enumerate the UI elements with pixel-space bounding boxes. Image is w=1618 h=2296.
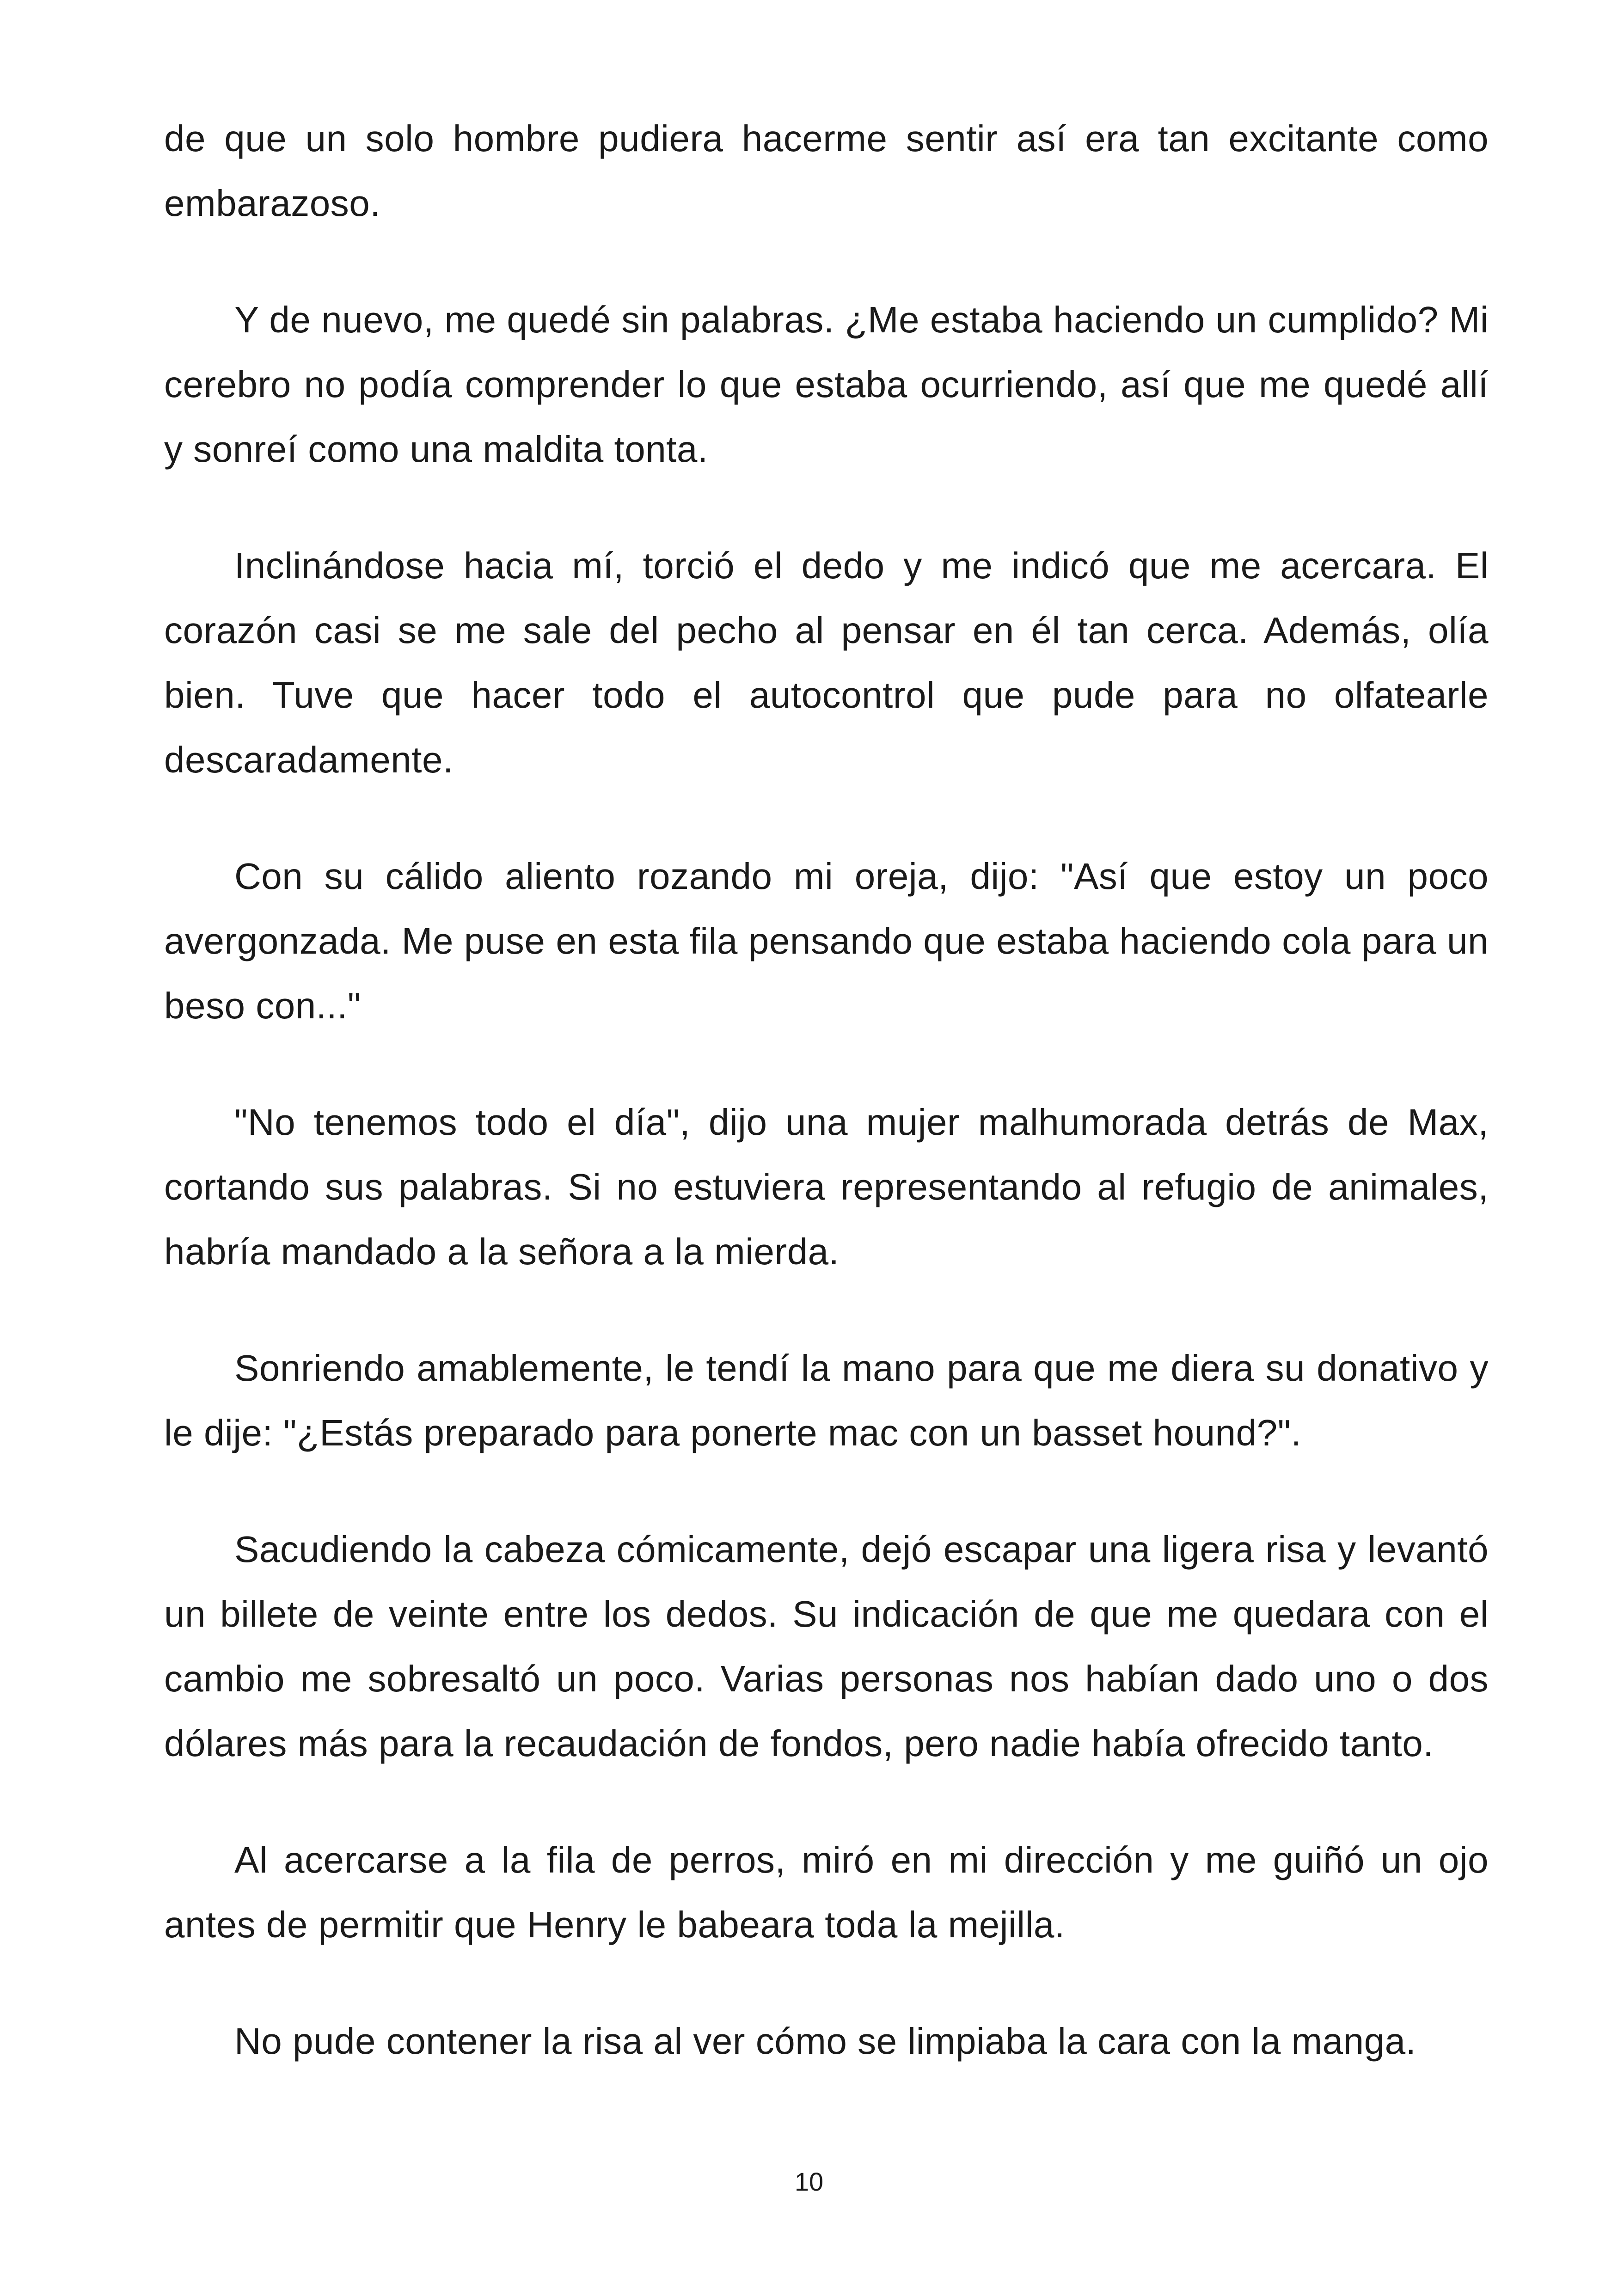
page-body xyxy=(164,106,1489,2125)
paragraph: Al acercarse a la fila de perros, miró en mi dirección y me guiñó un ojo antes de permitir que Henry le babeara toda la mejilla. xyxy=(164,1839,1489,1945)
paragraph: Inclinándose hacia mí, torció el dedo y me indicó que me acercara. El corazón casi se me sale del pecho al pensar en él tan cerca. Además, olía bien. Tuve que hacer todo el autocontrol que pude para no olfatearle descaradamente. xyxy=(164,545,1489,780)
paragraph: Con su cálido aliento rozando mi oreja, dijo: "Así que estoy un poco avergonzada. Me puse en esta fila pensando que estaba haciendo cola para un beso con..." xyxy=(164,856,1489,1026)
paragraph: No pude contener la risa al ver cómo se limpiaba la cara con la manga. xyxy=(234,2020,1416,2062)
paragraph: "No tenemos todo el día", dijo una mujer malhumorada detrás de Max, cortando sus palabras. Si no estuviera representando al refugio de animales, habría mandado a la señora a la mierda. xyxy=(164,1102,1489,1272)
paragraph: Sonriendo amablemente, le tendí la mano para que me diera su donativo y le dije: "¿Estás preparado para ponerte mac con un basset hound?". xyxy=(164,1347,1489,1453)
paragraph: de que un solo hombre pudiera hacerme sentir así era tan excitante como embarazoso. xyxy=(164,118,1489,224)
page-number: 10 xyxy=(794,2167,824,2196)
paragraph: Sacudiendo la cabeza cómicamente, dejó escapar una ligera risa y levantó un billete de veinte entre los dedos. Su indicación de que me quedara con el cambio me sobresaltó un poco. Varias personas nos habían dado uno o dos dólares más para la recaudación de fondos, pero nadie había ofrecido tanto. xyxy=(164,1529,1489,1764)
paragraph: Y de nuevo, me quedé sin palabras. ¿Me estaba haciendo un cumplido? Mi cerebro no podía comprender lo que estaba ocurriendo, así que me quedé allí y sonreí como una maldita tonta. xyxy=(164,299,1489,470)
